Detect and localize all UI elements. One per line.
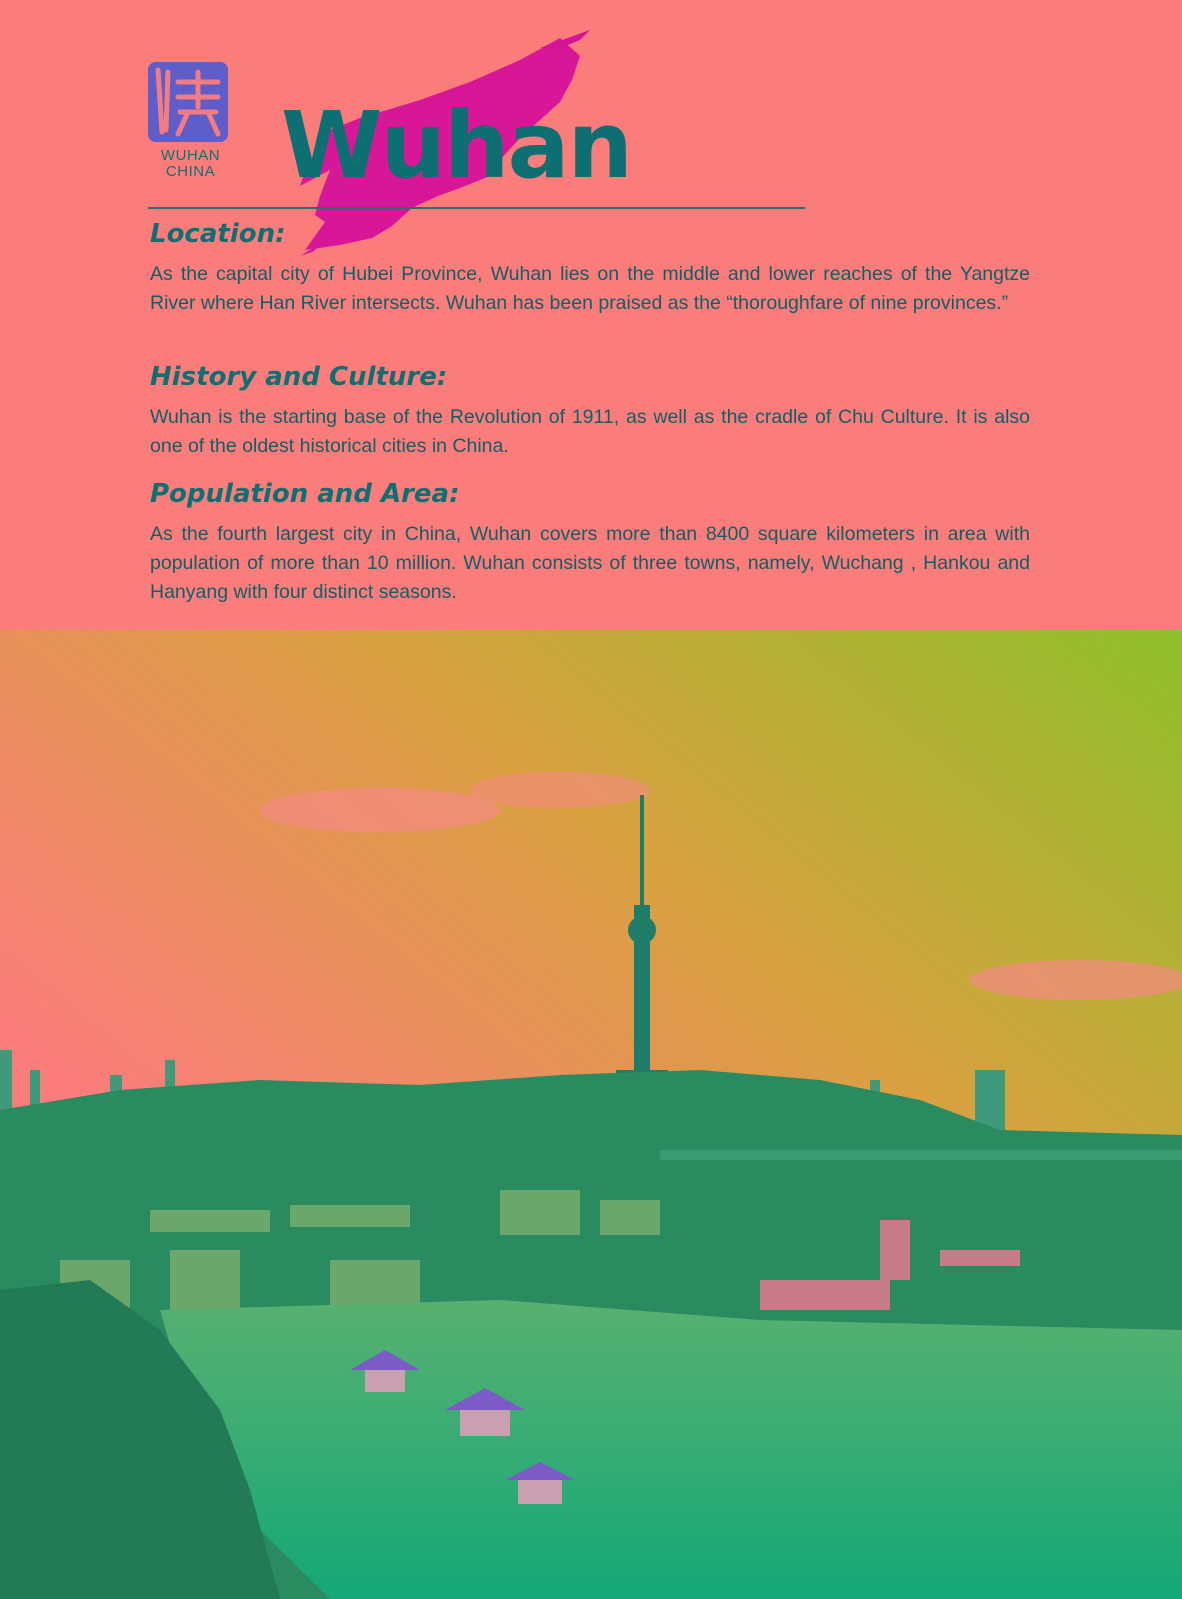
wuhan-seal-logo-icon: [148, 62, 228, 142]
section-heading: Location:: [150, 219, 286, 249]
logo-caption: WUHAN CHINA: [160, 147, 221, 180]
page-title: Wuhan: [281, 92, 632, 199]
section-body: As the fourth largest city in China, Wuhan covers more than 8400 square kilometers in area with population of more than 10 million. Wuhan consists of three towns, namely, Wuchang , Hankou and Hanyang with four distinct seasons.: [150, 523, 1030, 603]
city-skyline-photo: [0, 630, 1182, 1599]
title-divider: [148, 207, 805, 209]
wuhan-logo: [148, 62, 233, 180]
section-location: [150, 218, 1030, 318]
section-heading: Population and Area:: [150, 479, 460, 509]
section-history: [150, 361, 1030, 461]
section-body: Wuhan is the starting base of the Revolution of 1911, as well as the cradle of Chu Culture. It is also one of the oldest historical cities in China.: [150, 406, 1030, 457]
section-body: As the capital city of Hubei Province, Wuhan lies on the middle and lower reaches of the Yangtze River where Han River intersects. Wuhan has been praised as the “thoroughfare of nine provinces.”: [150, 263, 1030, 314]
section-heading: History and Culture:: [150, 362, 448, 392]
section-population: [150, 478, 1030, 607]
